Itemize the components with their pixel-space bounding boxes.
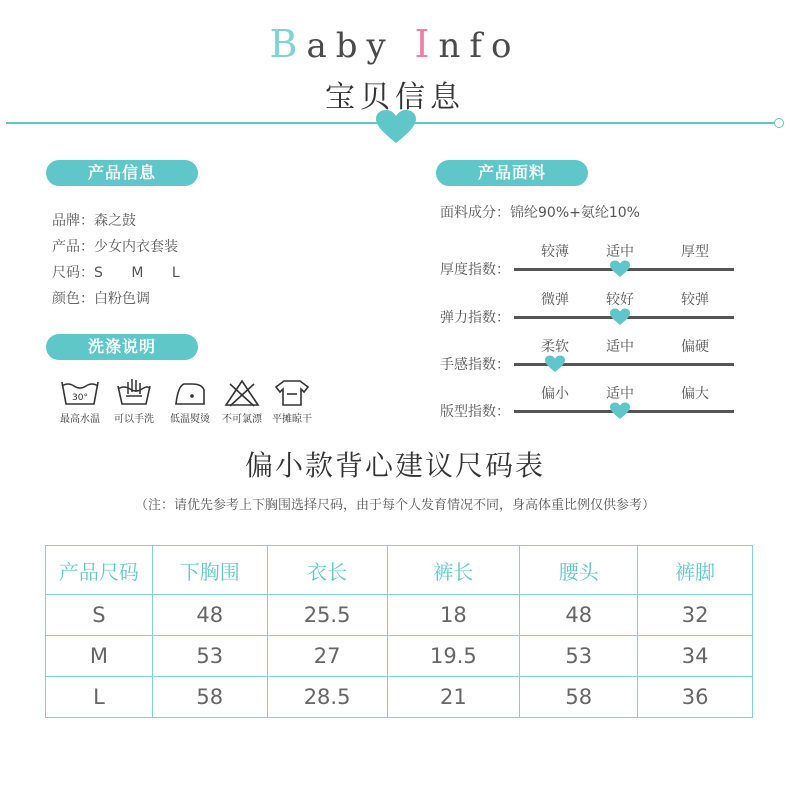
table-row: [46, 595, 753, 636]
scale-option: 偏大: [681, 386, 709, 402]
divider-end-circle: [774, 118, 784, 128]
scale-option: 偏小: [541, 386, 569, 402]
care-label-bleach: 不可氯漂: [222, 414, 262, 425]
info-color: [52, 288, 150, 308]
info-color-label: 颜色：: [52, 291, 94, 307]
col-header-underbust: 下胸围: [152, 546, 267, 595]
scale-option: 较好: [606, 292, 634, 308]
care-label-iron: 低温熨烫: [170, 414, 210, 425]
low-iron-icon: [170, 380, 210, 410]
table-cell: 28.5: [267, 677, 387, 718]
care-label-dry: 平摊晾干: [272, 414, 312, 425]
col-header-leg-opening: 裤脚: [638, 546, 753, 595]
table-cell: S: [46, 595, 153, 636]
info-brand: [52, 210, 136, 230]
wash-temp: 30°: [72, 393, 88, 403]
info-brand-label: 品牌：: [52, 213, 94, 229]
table-cell: 32: [638, 595, 753, 636]
col-header-waist: 腰头: [520, 546, 638, 595]
info-size-value: S M L: [94, 265, 192, 281]
table-cell: 48: [520, 595, 638, 636]
col-header-size: 产品尺码: [46, 546, 153, 595]
scale-option: 厚型: [681, 244, 709, 260]
table-row: [46, 636, 753, 677]
size-chart-note: （注：请优先参考上下胸围选择尺码，由于每个人发育情况不同，身高体重比例仅供参考）: [134, 498, 655, 513]
care-heading: 洗涤说明: [46, 334, 198, 360]
care-label-hand: 可以手洗: [114, 414, 154, 425]
info-size-label: 尺码：: [52, 265, 94, 281]
wash-30-icon: [60, 378, 100, 408]
size-chart-title: 偏小款背心建议尺码表: [244, 449, 545, 482]
table-cell: 21: [387, 677, 520, 718]
scale-option: 适中: [606, 339, 634, 355]
col-header-pants-length: 裤长: [387, 546, 520, 595]
col-header-top-length: 衣长: [267, 546, 387, 595]
care-label-wash: 最高水温: [60, 414, 100, 425]
table-cell: L: [46, 677, 153, 718]
table-cell: 58: [152, 677, 267, 718]
scale-option: 偏硬: [681, 339, 709, 355]
info-product-value: 少女内衣套装: [94, 239, 178, 255]
info-size: [52, 262, 192, 282]
no-bleach-icon: [222, 378, 262, 408]
table-cell: 19.5: [387, 636, 520, 677]
scale-label: 手感指数：: [440, 357, 510, 373]
table-cell: 36: [638, 677, 753, 718]
fabric-heading: 产品面料: [436, 160, 588, 186]
heart-icon: [376, 110, 416, 144]
size-table: [45, 545, 753, 718]
scale-marker-heart-icon: [610, 402, 630, 420]
product-info-heading: 产品信息: [46, 160, 198, 186]
scale-option: 较弹: [681, 292, 709, 308]
table-cell: 53: [520, 636, 638, 677]
scale-marker-heart-icon: [610, 308, 630, 326]
table-cell: 25.5: [267, 595, 387, 636]
table-cell: M: [46, 636, 153, 677]
table-cell: 18: [387, 595, 520, 636]
title-letter-i: I: [414, 22, 439, 66]
title-word-nfo: nfo: [438, 26, 521, 66]
title-word-aby: aby: [306, 26, 415, 66]
scale-marker-heart-icon: [610, 260, 630, 278]
fabric-composition: 面料成分：锦纶90%+氨纶10%: [440, 205, 640, 221]
table-cell: 48: [152, 595, 267, 636]
scale-option: 柔软: [541, 339, 569, 355]
scale-label: 厚度指数：: [440, 262, 510, 278]
scale-option: 适中: [606, 244, 634, 260]
table-cell: 27: [267, 636, 387, 677]
scale-option: 微弹: [541, 292, 569, 308]
table-cell: 53: [152, 636, 267, 677]
title-letter-b: B: [269, 22, 307, 66]
info-product-label: 产品：: [52, 239, 94, 255]
info-brand-value: 森之鼓: [94, 213, 136, 229]
scale-option: 适中: [606, 386, 634, 402]
hand-wash-icon: [114, 376, 154, 406]
scale-option: 较薄: [541, 244, 569, 260]
scale-label: 版型指数：: [440, 404, 510, 420]
table-cell: 58: [520, 677, 638, 718]
info-product: [52, 236, 178, 256]
info-color-value: 白粉色调: [94, 291, 150, 307]
flat-dry-icon: [272, 378, 312, 408]
title-english: [0, 22, 790, 66]
scale-marker-heart-icon: [545, 355, 565, 373]
table-row: [46, 677, 753, 718]
size-table-header-row: [46, 546, 753, 595]
title-chinese: 宝贝信息: [325, 80, 465, 115]
table-cell: 34: [638, 636, 753, 677]
scale-label: 弹力指数：: [440, 310, 510, 326]
